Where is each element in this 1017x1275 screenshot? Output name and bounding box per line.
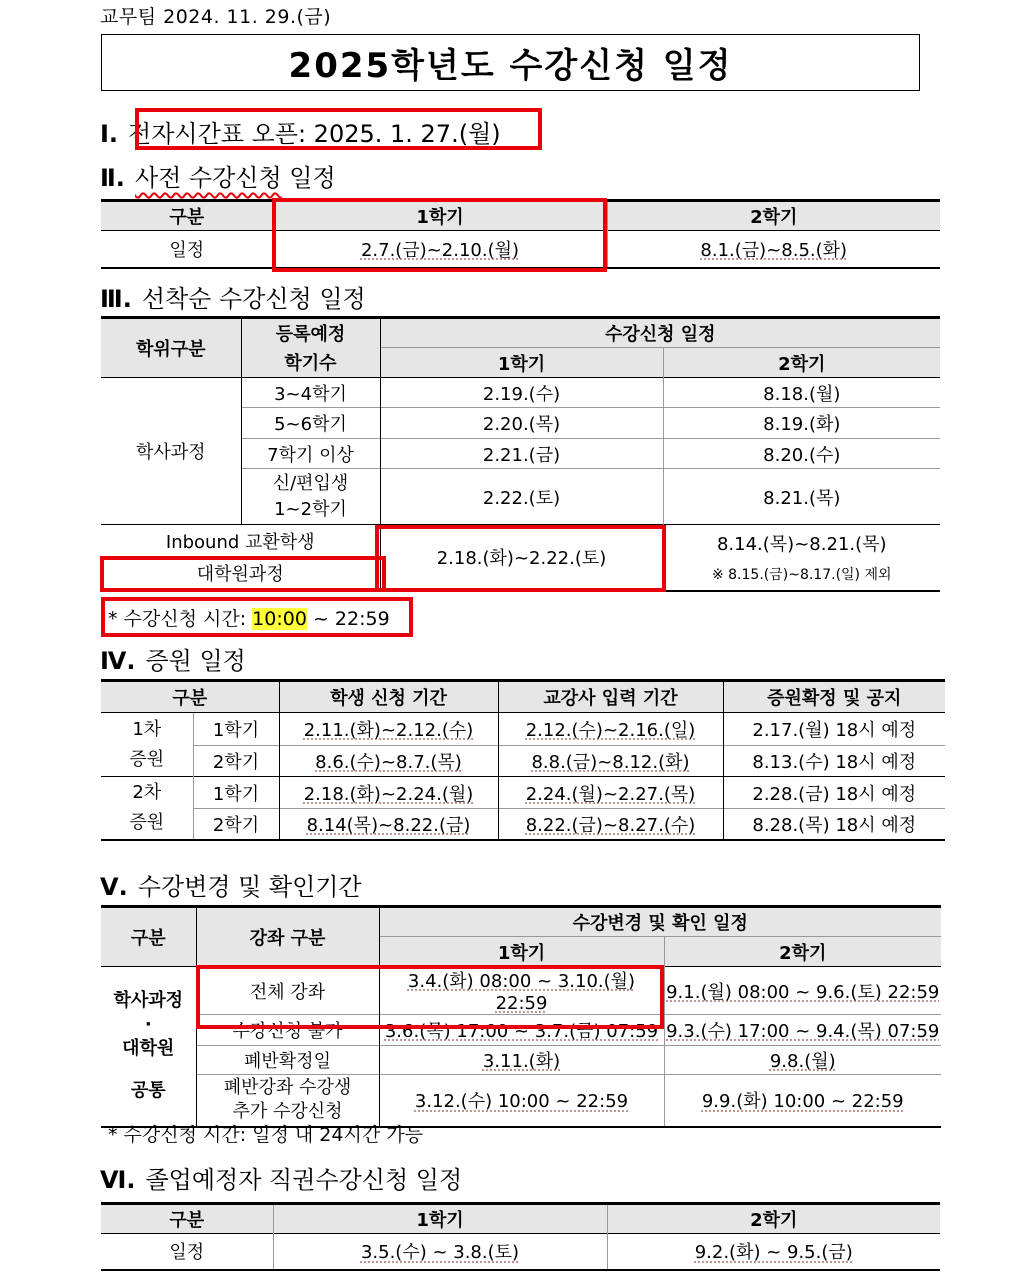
highlight-box-s2 — [272, 198, 607, 272]
s4-cell-text: 2.11.(화)~2.12.(수) — [303, 720, 474, 741]
s4-sem: 2학기 — [193, 746, 279, 777]
section-2-number: Ⅱ. — [100, 164, 125, 192]
s5-course-last-b: 추가 수강신청 — [232, 1101, 343, 1123]
s4-sem: 1학기 — [193, 777, 279, 809]
section-5-number: Ⅴ. — [100, 873, 128, 901]
s3-cell: 2.20.(목) — [380, 408, 663, 439]
highlight-box-s1 — [135, 108, 542, 150]
s6-cell — [607, 1234, 940, 1270]
s4-header-cell: 구분 — [101, 681, 279, 713]
s4-cell-text: 8.14(목)~8.22.(금) — [306, 814, 471, 836]
s5-cell-text: 9.8.(월) — [769, 1051, 836, 1072]
section-2-heading — [100, 158, 336, 193]
s5-course: 폐반확정일 — [196, 1046, 379, 1075]
s2-header-cell: 1학기 — [273, 201, 607, 231]
section-4-title: 증원 일정 — [145, 647, 246, 675]
s4-cell — [279, 809, 498, 840]
s5-cell-text: 3.11.(화) — [482, 1051, 561, 1072]
section-3-title: 선착순 수강신청 일정 — [141, 285, 366, 313]
s4-cell — [279, 746, 498, 777]
s4-cell — [279, 777, 498, 809]
s3-bachelor-label: 학사과정 — [101, 378, 241, 525]
s3-header-sem-a: 등록예정 — [241, 318, 380, 348]
s3-header-s2: 2학기 — [663, 348, 940, 378]
s4-cell — [279, 713, 498, 746]
s5-header-s2: 2학기 — [664, 937, 941, 967]
s3-time-prefix: * 수강신청 시간: — [108, 608, 253, 630]
s3-cell: 8.21.(목) — [663, 469, 940, 525]
s5-course: 전체 강좌 — [196, 967, 379, 1015]
s3-time-start: 10:00 — [252, 608, 307, 630]
section-4-number: Ⅳ. — [100, 647, 136, 675]
s5-header-cat: 구분 — [101, 907, 196, 967]
s6-header-cell: 1학기 — [273, 1204, 607, 1234]
s4-cell-text: 2.18.(화)~2.24.(월) — [303, 783, 474, 805]
s5-header-s1: 1학기 — [379, 937, 664, 967]
s4-sem: 1학기 — [193, 713, 279, 746]
s4-cell: 8.28.(목) 18시 예정 — [723, 809, 945, 840]
s3-cell: 2.22.(토) — [380, 469, 663, 525]
s3-ig-s1: 2.18.(화)~2.22.(토) — [380, 525, 663, 591]
s3-grad-label: 대학원과정 — [101, 557, 380, 591]
s3-sem-new — [241, 469, 380, 525]
s3-cell: 8.20.(수) — [663, 439, 940, 469]
header-note: 교무팀 2024. 11. 29.(금) — [100, 6, 332, 28]
s5-group-b: 대학원 — [122, 1038, 175, 1060]
page-title: 2025학년도 수강신청 일정 — [101, 34, 920, 91]
s4-round-1-b: 증원 — [129, 748, 165, 770]
s4-header-cell: 교강사 입력 기간 — [498, 681, 723, 713]
s4-header-cell: 학생 신청 기간 — [279, 681, 498, 713]
section-6-heading — [100, 1160, 462, 1195]
s3-sem: 5~6학기 — [241, 408, 380, 439]
s4-table — [101, 679, 945, 841]
s3-time-suffix: ~ 22:59 — [306, 608, 390, 630]
s2-header-cell: 구분 — [101, 201, 273, 231]
s4-cell-text: 2.24.(월)~2.27.(목) — [525, 783, 696, 805]
section-1-text: 전자시간표 오픈: 2025. 1. 27.(월) — [128, 120, 501, 148]
s3-ig-s2-note: ※ 8.15.(금)~8.17.(일) 제외 — [711, 567, 892, 584]
s4-cell — [498, 777, 723, 809]
s5-course-last-a: 폐반강좌 수강생 — [223, 1077, 352, 1099]
s4-cell-text: 8.8.(금)~8.12.(화) — [531, 752, 690, 773]
s4-cell — [498, 746, 723, 777]
s3-header-sched: 수강신청 일정 — [380, 318, 940, 348]
s5-cell-text: 9.9.(화) 10:00 ~ 22:59 — [701, 1091, 904, 1113]
section-4-heading — [100, 641, 246, 676]
s6-header-cell: 구분 — [101, 1204, 273, 1234]
s4-cell — [498, 809, 723, 840]
highlight-box-s3-time — [101, 597, 413, 637]
s5-group-c: 공통 — [130, 1080, 166, 1102]
s6-cell-text: 9.2.(화) ~ 9.5.(금) — [694, 1242, 853, 1264]
s3-inbound-label: Inbound 교환학생 — [101, 525, 380, 557]
s5-cell-text: 9.3.(수) 17:00 ~ 9.4.(목) 07:59 — [666, 1021, 940, 1042]
s4-round-1-a: 1차 — [132, 718, 162, 740]
s5-cell — [664, 967, 941, 1015]
s3-header-s1: 1학기 — [380, 348, 663, 378]
s2-cell-text: 8.1.(금)~8.5.(화) — [700, 239, 848, 261]
s5-group-dot: · — [144, 1014, 152, 1036]
section-1-number: Ⅰ. — [100, 120, 119, 148]
s3-sem-new-b: 1~2학기 — [274, 498, 347, 520]
s4-cell-text: 8.22.(금)~8.27.(수) — [525, 814, 696, 836]
s4-header-cell: 증원확정 및 공지 — [723, 681, 945, 713]
s4-round-1 — [101, 713, 193, 777]
s6-cell-text: 3.5.(수) ~ 3.8.(토) — [360, 1242, 520, 1264]
s4-round-2 — [101, 777, 193, 840]
section-3-number: Ⅲ. — [100, 285, 132, 313]
s2-header-cell: 2학기 — [607, 201, 940, 231]
s5-group-label — [101, 967, 196, 1127]
s5-cell — [664, 1046, 941, 1075]
s3-cell: 8.19.(화) — [663, 408, 940, 439]
s6-cell: 일정 — [101, 1234, 273, 1270]
s3-sem: 3~4학기 — [241, 378, 380, 408]
s2-cell-text: 2.7.(금)~2.10.(월) — [360, 239, 520, 261]
s5-group-a: 학사과정 — [113, 990, 184, 1012]
s4-cell: 8.13.(수) 18시 예정 — [723, 746, 945, 777]
s5-cell-text: 3.4.(화) 08:00 ~ 3.10.(월) 22:59 — [407, 971, 636, 1014]
s3-ig-s2 — [663, 525, 940, 591]
section-5-title: 수강변경 및 확인기간 — [137, 873, 362, 901]
section-6-title: 졸업예정자 직권수강신청 일정 — [145, 1166, 463, 1194]
section-2-title-emph: 사전 수강신청 — [134, 164, 282, 192]
s4-cell: 2.17.(월) 18시 예정 — [723, 713, 945, 746]
s3-sem: 7학기 이상 — [241, 439, 380, 469]
s3-ig-s2-date: 8.14.(목)~8.21.(목) — [716, 534, 887, 556]
s4-sem: 2학기 — [193, 809, 279, 840]
s5-cell — [664, 1075, 941, 1127]
highlight-box-s3-dates — [375, 525, 666, 592]
highlight-box-s5 — [196, 965, 664, 1029]
s5-course: 수강신청 불가 — [196, 1015, 379, 1046]
s4-cell-text: 8.6.(수)~8.7.(목) — [315, 752, 462, 773]
s4-cell: 2.28.(금) 18시 예정 — [723, 777, 945, 809]
s5-cell — [379, 1046, 664, 1075]
s5-cell — [379, 1075, 664, 1127]
s5-cell-text: 3.6.(목) 17:00 ~ 3.7.(금) 07:59 — [384, 1021, 659, 1042]
s6-header-cell: 2학기 — [607, 1204, 940, 1234]
s4-round-2-a: 2차 — [132, 781, 162, 803]
s3-cell: 8.18.(월) — [663, 378, 940, 408]
s5-header-course: 강좌 구분 — [196, 907, 379, 967]
section-5-heading — [100, 867, 362, 902]
s4-round-2-b: 증원 — [129, 811, 165, 833]
s4-cell — [498, 713, 723, 746]
s5-course-last — [196, 1075, 379, 1127]
s3-header-degree: 학위구분 — [101, 318, 241, 378]
s3-cell: 2.21.(금) — [380, 439, 663, 469]
s5-cell-text: 3.12.(수) 10:00 ~ 22:59 — [414, 1091, 629, 1113]
section-3-heading — [100, 279, 366, 314]
s5-cell-text: 9.1.(월) 08:00 ~ 9.6.(토) 22:59 — [666, 981, 940, 1003]
s5-note: * 수강신청 시간: 일정 내 24시간 가능 — [108, 1124, 423, 1146]
s5-header-sched: 수강변경 및 확인 일정 — [379, 907, 941, 937]
s6-table — [101, 1202, 940, 1271]
highlight-box-s3-grad — [100, 556, 386, 592]
s5-cell — [664, 1015, 941, 1046]
section-2-title-rest: 일정 — [281, 164, 336, 192]
s2-cell: 일정 — [101, 231, 273, 268]
s3-sem-new-a: 신/편입생 — [272, 472, 349, 494]
s3-cell: 2.19.(수) — [380, 378, 663, 408]
section-6-number: Ⅵ. — [100, 1166, 136, 1194]
s4-cell-text: 2.12.(수)~2.16.(일) — [525, 720, 696, 741]
s2-cell — [607, 231, 940, 268]
s6-cell — [273, 1234, 607, 1270]
s3-header-sem-b: 학기수 — [241, 348, 380, 378]
